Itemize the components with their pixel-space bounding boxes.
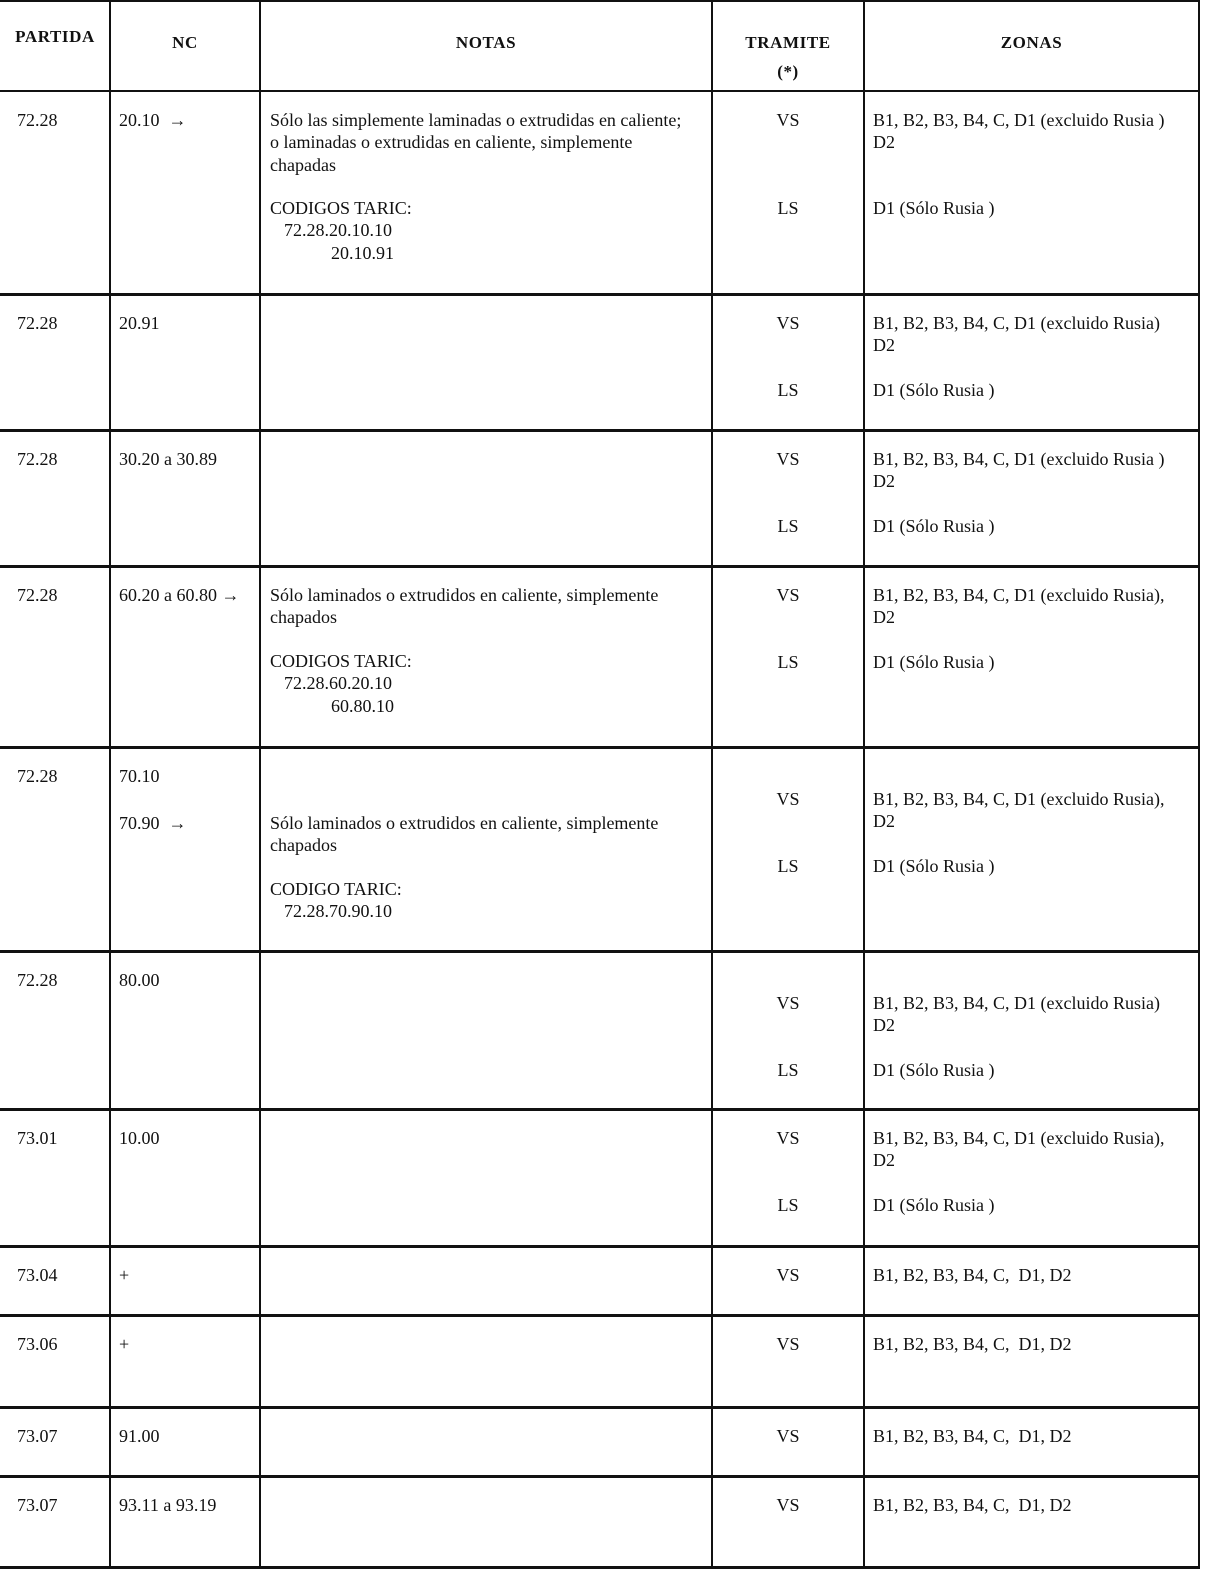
row-divider xyxy=(0,565,1200,568)
tramite-cell: VS xyxy=(776,789,800,809)
partida-cell: 73.07 xyxy=(17,1426,58,1446)
taric-code: 72.28.70.90.10 xyxy=(284,901,392,922)
tramite-cell: LS xyxy=(777,198,799,218)
taric-code: 60.80.10 xyxy=(331,695,394,716)
tramite-cell: VS xyxy=(776,1495,800,1515)
zona-line: D2 xyxy=(873,471,895,492)
tramite-cell: LS xyxy=(777,516,799,536)
header-nc: NC xyxy=(172,33,198,52)
tramite-cell: LS xyxy=(777,652,799,672)
row-divider xyxy=(0,1566,1200,1569)
column-divider xyxy=(109,0,111,1567)
partida-cell: 72.28 xyxy=(17,449,58,469)
tramite-cell: VS xyxy=(776,1334,800,1354)
tramite-cell: VS xyxy=(776,993,800,1013)
tramite-cell: VS xyxy=(776,1426,800,1446)
row-divider xyxy=(0,293,1200,296)
row-divider xyxy=(0,429,1200,432)
nc-cell: 60.20 a 60.80 → xyxy=(119,585,240,605)
zona-line: D1 (Sólo Rusia ) xyxy=(873,198,995,218)
zona-line: D1 (Sólo Rusia ) xyxy=(873,652,995,672)
header-partida: PARTIDA xyxy=(15,27,95,46)
row-divider xyxy=(0,1475,1200,1478)
taric-label: CODIGOS TARIC: xyxy=(270,198,412,218)
table-top-border xyxy=(0,0,1199,2)
nc-cell: 91.00 xyxy=(119,1426,160,1446)
partida-cell: 73.04 xyxy=(17,1265,58,1285)
zona-line: B1, B2, B3, B4, C, D1 (excluido Rusia), xyxy=(873,789,1165,809)
column-divider xyxy=(1198,0,1200,1567)
notes-line: chapados xyxy=(270,835,337,856)
zona-line: D1 (Sólo Rusia ) xyxy=(873,1060,995,1080)
notes-line: chapados xyxy=(270,607,337,628)
partida-cell: 72.28 xyxy=(17,766,58,786)
partida-cell: 73.06 xyxy=(17,1334,58,1354)
zona-line: D1 (Sólo Rusia ) xyxy=(873,380,995,400)
row-divider xyxy=(0,746,1200,749)
row-divider xyxy=(0,950,1200,953)
column-divider xyxy=(711,0,713,1567)
nc-cell: 70.90 → xyxy=(119,813,187,833)
taric-code: 72.28.60.20.10 xyxy=(284,673,392,694)
row-divider xyxy=(0,1314,1200,1317)
zona-line: D2 xyxy=(873,811,895,832)
nc-cell: 70.10 xyxy=(119,766,160,786)
nc-cell: 80.00 xyxy=(119,970,160,990)
nc-cell: 20.10 → xyxy=(119,110,187,130)
row-divider xyxy=(0,1108,1200,1111)
tramite-cell: LS xyxy=(777,1060,799,1080)
zona-line: B1, B2, B3, B4, C, D1 (excluido Rusia ) xyxy=(873,449,1165,469)
zona-line: B1, B2, B3, B4, C, D1, D2 xyxy=(873,1426,1072,1446)
taric-code: 20.10.91 xyxy=(331,242,394,263)
tramite-cell: LS xyxy=(777,380,799,400)
zona-line: B1, B2, B3, B4, C, D1, D2 xyxy=(873,1495,1072,1515)
partida-cell: 72.28 xyxy=(17,110,58,130)
taric-label: CODIGOS TARIC: xyxy=(270,651,412,671)
zona-line: B1, B2, B3, B4, C, D1 (excluido Rusia ) xyxy=(873,110,1165,130)
taric-code: 72.28.20.10.10 xyxy=(284,220,392,241)
zona-line: B1, B2, B3, B4, C, D1, D2 xyxy=(873,1334,1072,1354)
zona-line: D1 (Sólo Rusia ) xyxy=(873,856,995,876)
header-zonas: ZONAS xyxy=(1000,33,1063,52)
zona-line: D1 (Sólo Rusia ) xyxy=(873,516,995,536)
tramite-cell: VS xyxy=(776,585,800,605)
row-divider xyxy=(0,90,1200,92)
tramite-cell: VS xyxy=(776,110,800,130)
taric-label: CODIGO TARIC: xyxy=(270,879,402,899)
nc-cell: 20.91 xyxy=(119,313,160,333)
nc-cell: + xyxy=(119,1334,130,1354)
zona-line: D1 (Sólo Rusia ) xyxy=(873,1195,995,1215)
tramite-cell: VS xyxy=(776,1265,800,1285)
header-notas: NOTAS xyxy=(455,33,517,52)
partida-cell: 73.07 xyxy=(17,1495,58,1515)
partida-cell: 72.28 xyxy=(17,585,58,605)
zona-line: B1, B2, B3, B4, C, D1 (excluido Rusia), xyxy=(873,585,1165,605)
zona-line: B1, B2, B3, B4, C, D1 (excluido Rusia), xyxy=(873,1128,1165,1148)
zona-line: D2 xyxy=(873,335,895,356)
tramite-cell: VS xyxy=(776,313,800,333)
zona-line: B1, B2, B3, B4, C, D1 (excluido Rusia) xyxy=(873,313,1160,333)
row-divider xyxy=(0,1245,1200,1248)
column-divider xyxy=(259,0,261,1567)
zona-line: D2 xyxy=(873,607,895,628)
partida-cell: 72.28 xyxy=(17,970,58,990)
zona-line: D2 xyxy=(873,1150,895,1171)
zona-line: B1, B2, B3, B4, C, D1 (excluido Rusia) xyxy=(873,993,1160,1013)
notes-line: Sólo laminados o extrudidos en caliente, simplemente xyxy=(270,813,659,833)
header-tramite: TRAMITE xyxy=(745,33,831,52)
notes-line: chapadas xyxy=(270,154,336,175)
notes-line: Sólo laminados o extrudidos en caliente, simplemente xyxy=(270,585,659,605)
tramite-cell: LS xyxy=(777,856,799,876)
tramite-cell: VS xyxy=(776,1128,800,1148)
tramite-cell: LS xyxy=(777,1195,799,1215)
partida-cell: 73.01 xyxy=(17,1128,58,1148)
zona-line: D2 xyxy=(873,1015,895,1036)
notes-line: Sólo las simplemente laminadas o extrudidas en caliente; xyxy=(270,110,682,130)
notes-line: o laminadas o extrudidas en caliente, simplemente xyxy=(270,132,633,153)
row-divider xyxy=(0,1406,1200,1409)
nc-cell: 30.20 a 30.89 xyxy=(119,449,217,469)
partida-cell: 72.28 xyxy=(17,313,58,333)
nc-cell: 10.00 xyxy=(119,1128,160,1148)
header-tramite-note: (*) xyxy=(777,62,799,81)
zona-line: B1, B2, B3, B4, C, D1, D2 xyxy=(873,1265,1072,1285)
nc-cell: 93.11 a 93.19 xyxy=(119,1495,217,1515)
column-divider xyxy=(863,0,865,1567)
nc-cell: + xyxy=(119,1265,130,1285)
tramite-cell: VS xyxy=(776,449,800,469)
zona-line: D2 xyxy=(873,132,895,153)
